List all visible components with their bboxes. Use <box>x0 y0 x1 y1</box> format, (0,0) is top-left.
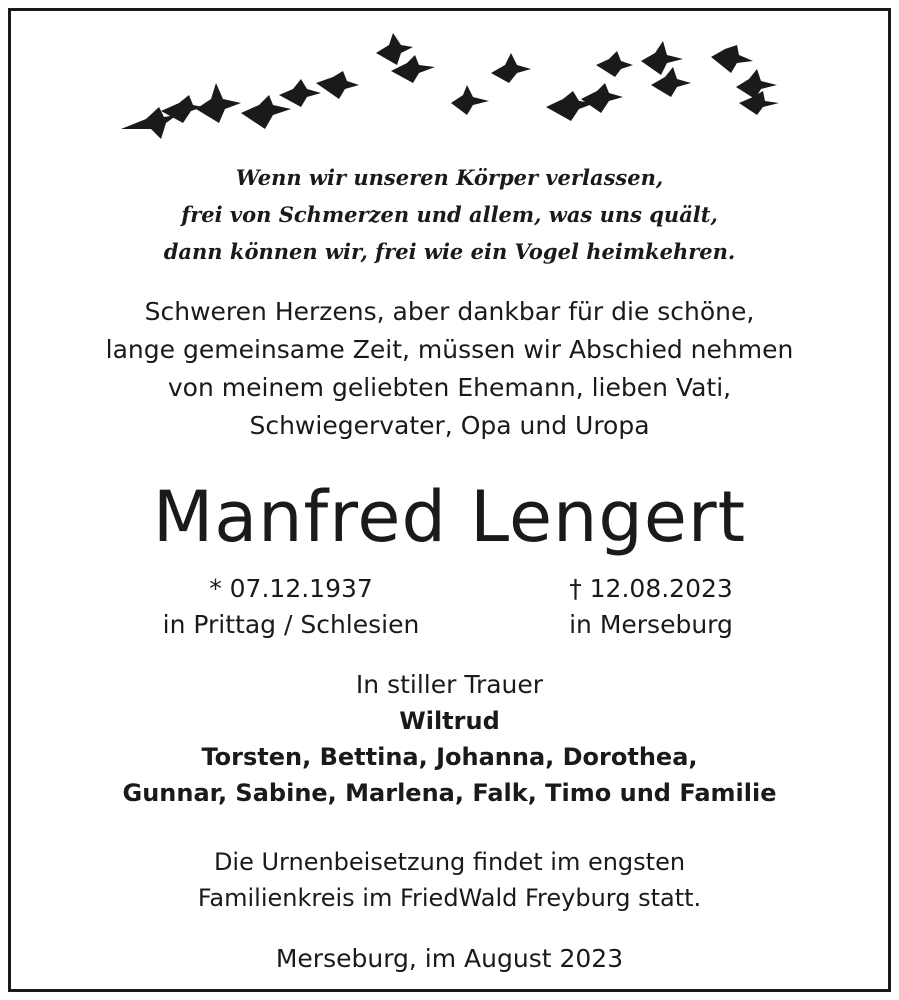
birth-place: in Prittag / Schlesien <box>162 610 420 639</box>
burial-notice <box>11 844 888 916</box>
notice-line: Die Urnenbeisetzung findet im engsten <box>213 848 686 876</box>
intro-text <box>11 293 888 445</box>
mourners-heading: In stiller Trauer <box>355 670 544 699</box>
mourner-line: Gunnar, Sabine, Marlena, Falk, Timo und Familie <box>122 779 777 807</box>
birth-info <box>141 571 441 643</box>
verse-line: dann können wir, frei wie ein Vogel heimkehren. <box>163 239 736 264</box>
intro-line: von meinem geliebten Ehemann, lieben Vati, <box>167 373 732 402</box>
mourners <box>11 667 888 811</box>
obituary-content <box>11 11 888 989</box>
intro-line: Schwiegervater, Opa und Uropa <box>249 411 650 440</box>
notice-line: Familienkreis im FriedWald Freyburg statt. <box>197 884 702 912</box>
obituary-frame <box>8 8 891 992</box>
mourner-line: Wiltrud <box>399 707 500 735</box>
mourner-line: Torsten, Bettina, Johanna, Dorothea, <box>201 743 698 771</box>
verse-line: Wenn wir unseren Körper verlassen, <box>235 165 664 190</box>
place-date: Merseburg, im August 2023 <box>275 944 624 973</box>
death-place: in Merseburg <box>569 610 733 639</box>
flying-birds-icon <box>11 11 888 151</box>
birth-date: * 07.12.1937 <box>209 574 373 603</box>
death-date: † 12.08.2023 <box>569 574 733 603</box>
verse <box>11 159 888 270</box>
verse-line: frei von Schmerzen und allem, was uns quält, <box>181 202 718 227</box>
intro-line: Schweren Herzens, aber dankbar für die schöne, <box>144 297 755 326</box>
deceased-name: Manfred Lengert <box>152 476 747 558</box>
death-info <box>521 571 781 643</box>
intro-line: lange gemeinsame Zeit, müssen wir Abschied nehmen <box>105 335 794 364</box>
